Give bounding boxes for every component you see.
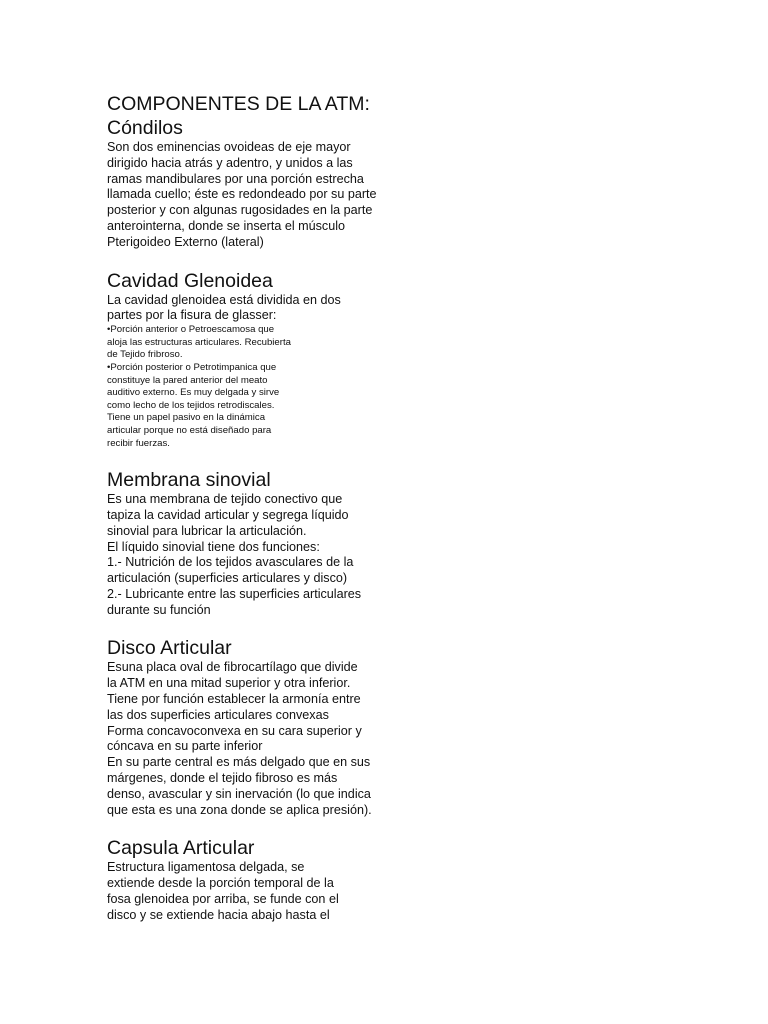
paragraph-line: Pterigoideo Externo (lateral): [107, 234, 264, 249]
paragraph-line: Es una membrana de tejido conectivo que: [107, 492, 343, 507]
section-capsula-articular: [107, 836, 407, 923]
paragraph-line: ramas mandibulares por una porción estrecha: [107, 171, 364, 186]
document-title: COMPONENTES DE LA ATM:: [107, 93, 370, 115]
paragraph-line: En su parte central es más delgado que en sus: [107, 755, 371, 770]
paragraph-line: Estructura ligamentosa delgada, se: [107, 860, 305, 875]
document-content: [107, 92, 407, 924]
paragraph-line: la ATM en una mitad superior y otra inferior.: [107, 676, 351, 691]
bullet-item: [107, 324, 407, 362]
bullet-item: [107, 362, 407, 450]
paragraph-line: dirigido hacia atrás y adentro, y unidos a las: [107, 155, 353, 170]
paragraph-line: denso, avascular y sin inervación (lo que indica: [107, 786, 371, 801]
section-heading: Membrana sinovial: [107, 469, 271, 492]
bullet-line: de Tejido fribroso.: [107, 349, 183, 361]
paragraph-line: fosa glenoidea por arriba, se funde con el: [107, 892, 339, 907]
paragraph-line: Tiene por función establecer la armonía entre: [107, 692, 361, 707]
section-heading: Capsula Articular: [107, 837, 255, 860]
paragraph-line: durante su función: [107, 602, 211, 617]
bullet-line: auditivo externo. Es muy delgada y sirve: [107, 387, 280, 399]
paragraph-line: Esuna placa oval de fibrocartílago que divide: [107, 660, 358, 675]
section-cavidad-glenoidea: [107, 269, 407, 451]
paragraph-line: llamada cuello; éste es redondeado por su parte: [107, 187, 377, 202]
paragraph-line: extiende desde la porción temporal de la: [107, 876, 334, 891]
bullet-line: •Porción posterior o Petrotimpanica que: [107, 361, 277, 373]
paragraph-line: La cavidad glenoidea está dividida en dos: [107, 292, 341, 307]
bullet-line: como lecho de los tejidos retrodiscales.: [107, 399, 275, 411]
paragraph-line: sinovial para lubricar la articulación.: [107, 523, 307, 538]
paragraph-line: partes por la fisura de glasser:: [107, 308, 277, 323]
section-heading: Cavidad Glenoidea: [107, 269, 273, 292]
bullet-line: constituye la pared anterior del meato: [107, 374, 268, 386]
paragraph-line: que esta es una zona donde se aplica presión).: [107, 802, 372, 817]
paragraph-line: Forma concavoconvexa en su cara superior y: [107, 723, 362, 738]
section-membrana-sinovial: [107, 468, 407, 618]
bullet-line: Tiene un papel pasivo en la dinámica: [107, 412, 266, 424]
section-heading: Cóndilos: [107, 117, 183, 139]
section-heading: Disco Articular: [107, 637, 232, 660]
paragraph-line: anterointerna, donde se inserta el músculo: [107, 218, 346, 233]
paragraph-line: 2.- Lubricante entre las superficies articulares: [107, 586, 362, 601]
section-disco-articular: [107, 636, 407, 818]
bullet-line: aloja las estructuras articulares. Recubierta: [107, 336, 291, 348]
paragraph-line: cóncava en su parte inferior: [107, 739, 263, 754]
paragraph-line: disco y se extiende hacia abajo hasta el: [107, 907, 330, 922]
paragraph-line: márgenes, donde el tejido fibroso es más: [107, 771, 338, 786]
bullet-line: articular porque no está diseñado para: [107, 424, 272, 436]
paragraph-line: El líquido sinovial tiene dos funciones:: [107, 539, 320, 554]
paragraph-line: posterior y con algunas rugosidades en la parte: [107, 203, 373, 218]
paragraph-line: 1.- Nutrición de los tejidos avasculares de la: [107, 555, 354, 570]
paragraph-line: las dos superficies articulares convexas: [107, 707, 329, 722]
paragraph-line: tapiza la cavidad articular y segrega líquido: [107, 507, 349, 522]
section-condilos: [107, 116, 407, 251]
bullet-line: recibir fuerzas.: [107, 437, 170, 449]
paragraph-line: Son dos eminencias ovoideas de eje mayor: [107, 140, 351, 154]
bullet-line: •Porción anterior o Petroescamosa que: [107, 324, 275, 336]
paragraph-line: articulación (superficies articulares y disco): [107, 571, 348, 586]
